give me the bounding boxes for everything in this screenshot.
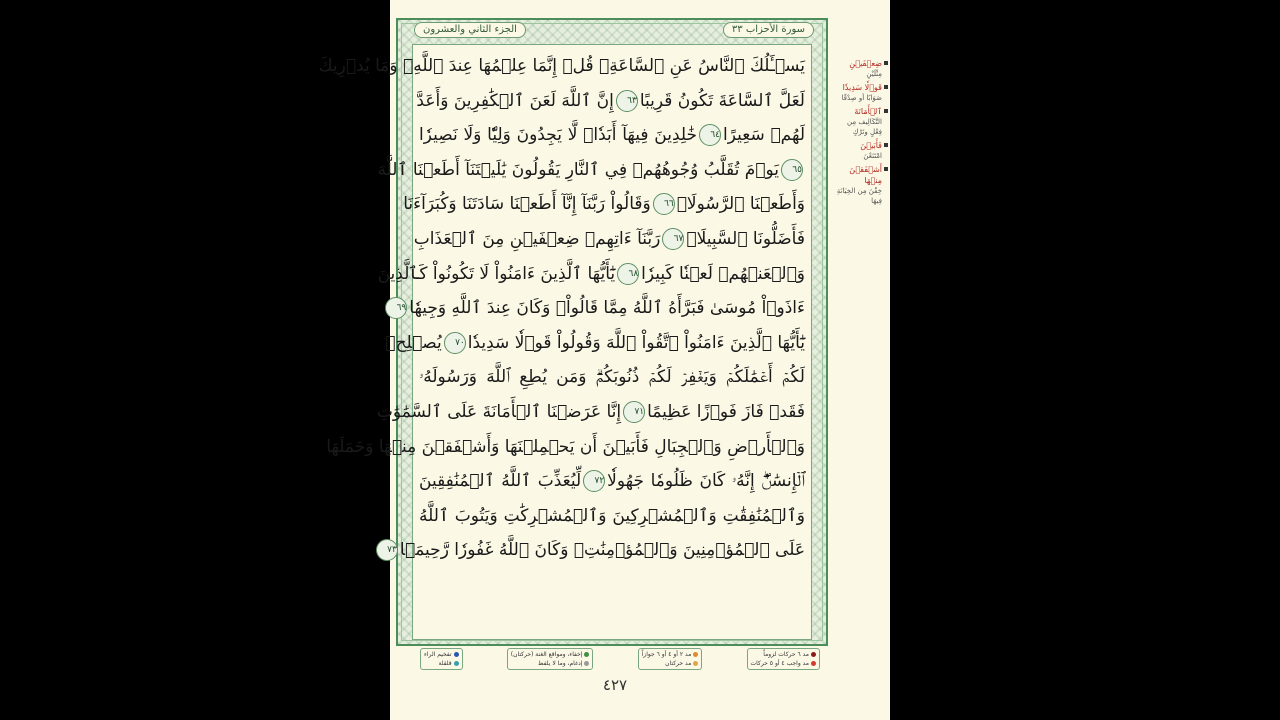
glossary-term: ضِعۡفَيۡنِ xyxy=(836,58,888,69)
legend-item: إخفاء، ومواقع الغنة (حركتان) xyxy=(511,650,590,659)
color-dot-icon xyxy=(693,661,698,666)
legend-group xyxy=(638,648,703,670)
text-line: وَٱلۡأَرۡضِ وَٱلۡجِبَالِ فَأَبَيۡنَ أَن يَحۡمِلۡنَهَا وَأَشۡفَقۡنَ مِنۡهَا وَحَمَلَهَا xyxy=(326,436,805,457)
glossary-term: فَأَبَيۡنَ xyxy=(836,140,888,151)
ayah-marker: ٦٧ xyxy=(662,228,684,250)
page-number: ٤٢٧ xyxy=(602,676,628,694)
surah-name-label: سورة الأحزاب ٣٣ xyxy=(723,22,814,38)
text-line: يَسۡـَٔلُكَ ٱلنَّاسُ عَنِ ٱلسَّاعَةِۖ قُلۡ إِنَّمَا عِلۡمُهَا عِندَ ٱللَّهِۚ وَمَا يُدۡرِيكَ xyxy=(318,56,805,76)
ayah-marker: ٦٨ xyxy=(617,263,639,285)
legend-item: مد واجب ٤ أو ٥ حركات xyxy=(751,659,816,668)
text-line: ٱلۡإِنسَٰنُۖ إِنَّهُۥ كَانَ ظَلُومٗا جَهُولٗا٧٢لِّيُعَذِّبَ ٱللَّهُ ٱلۡمُنَٰفِقِينَ xyxy=(419,471,805,492)
text-line: لَكُمۡ أَعۡمَٰلَكُمۡ وَيَغۡفِرۡ لَكُمۡ ذُنُوبَكُمۡۗ وَمَن يُطِعِ ٱللَّهَ وَرَسُولَهُۥ xyxy=(419,367,805,388)
tajweed-legend xyxy=(420,648,820,670)
glossary-definition: التَّكَالِيف مِن فِعْلٍ وتَرْكٍ xyxy=(847,118,882,136)
color-dot-icon xyxy=(811,652,816,657)
ayah-marker: ٧١ xyxy=(623,401,645,423)
bullet-icon xyxy=(884,167,888,171)
glossary-term: ٱلۡأَمَانَةَ xyxy=(836,106,888,117)
text-line: ٦٥يَوۡمَ تُقَلَّبُ وُجُوهُهُمۡ فِي ٱلنَّارِ يَقُولُونَ يَٰلَيۡتَنَآ أَطَعۡنَا ٱللَّهَ xyxy=(377,159,802,180)
text-line: وَأَطَعۡنَا ٱلرَّسُولَا۠٦٦وَقَالُواْ رَبَّنَآ إِنَّآ أَطَعۡنَا سَادَتَنَا وَكُبَرَآءَنَا xyxy=(403,194,805,215)
text-line: لَعَلَّ ٱلسَّاعَةَ تَكُونُ قَرِيبًا٦٣إِنَّ ٱللَّهَ لَعَنَ ٱلۡكَٰفِرِينَ وَأَعَدَّ xyxy=(416,90,805,111)
legend-item: قلقلة xyxy=(424,659,459,668)
legend-item: إدغام، وما لا يلفظ xyxy=(511,659,590,668)
ayah-marker: ٧٢ xyxy=(583,470,605,492)
quran-text xyxy=(318,44,812,640)
color-dot-icon xyxy=(454,661,459,666)
glossary-definition: مِثْلَيْنِ xyxy=(866,70,882,78)
bullet-icon xyxy=(884,85,888,89)
legend-item: مد ٢ أو ٤ أو ٦ جوازاً xyxy=(642,650,699,659)
legend-group xyxy=(507,648,594,670)
color-dot-icon xyxy=(454,652,459,657)
bullet-icon xyxy=(884,143,888,147)
text-line: وَٱلۡمُنَٰفِقَٰتِ وَٱلۡمُشۡرِكِينَ وَٱلۡمُشۡرِكَٰتِ وَيَتُوبَ ٱللَّهُ xyxy=(419,505,805,526)
legend-item: مد حركتان xyxy=(642,659,699,668)
ayah-marker: ٦٣ xyxy=(616,90,638,112)
text-line: وَٱلۡعَنۡهُمۡ لَعۡنٗا كَبِيرٗا٦٨يَٰٓأَيُّهَا ٱلَّذِينَ ءَامَنُواْ لَا تَكُونُواْ كَٱلَّذِينَ xyxy=(377,263,805,284)
glossary-definition: خِفْنَ مِن الخِيَانَةِ فِيهَا xyxy=(836,187,882,205)
bullet-icon xyxy=(884,61,888,65)
glossary-term: قَوۡلٗا سَدِيدٗا xyxy=(836,82,888,93)
bullet-icon xyxy=(884,109,888,113)
text-line: ءَاذَوۡاْ مُوسَىٰ فَبَرَّأَهُ ٱللَّهُ مِمَّا قَالُواْۚ وَكَانَ عِندَ ٱللَّهِ وَجِيهٗا٦٩ xyxy=(419,291,805,326)
ayah-marker: ٧٠ xyxy=(444,332,466,354)
ayah-marker: ٧٣ xyxy=(376,539,398,561)
glossary-term: أَشۡفَقۡنَ مِنۡهَا xyxy=(836,164,888,186)
glossary-definition: امْتَنَعْنَ xyxy=(863,152,882,160)
text-line: لَهُمۡ سَعِيرًا٦٤خَٰلِدِينَ فِيهَآ أَبَدٗاۖ لَّا يَجِدُونَ وَلِيّٗا وَلَا نَصِيرٗا xyxy=(419,125,805,146)
mushaf-page xyxy=(318,0,890,720)
text-line: فَأَضَلُّونَا ٱلسَّبِيلَا۠٦٧رَبَّنَآ ءَاتِهِمۡ ضِعۡفَيۡنِ مِنَ ٱلۡعَذَابِ xyxy=(413,228,805,249)
legend-group xyxy=(420,648,463,670)
ornamental-frame xyxy=(318,18,828,646)
glossary-definition: صَوَابًا أو صِدْقًا xyxy=(841,94,882,102)
legend-item: مد ٦ حركات لزوماً xyxy=(751,650,816,659)
color-dot-icon xyxy=(811,661,816,666)
juz-label: الجزء الثاني والعشرون xyxy=(414,22,526,38)
text-line: يَٰٓأَيُّهَا ٱلَّذِينَ ءَامَنُواْ ٱتَّقُواْ ٱللَّهَ وَقُولُواْ قَوۡلٗا سَدِيدٗا٧٠يُصۡلِحۡ xyxy=(385,332,805,353)
ayah-marker: ٦٦ xyxy=(653,193,675,215)
ayah-marker: ٦٩ xyxy=(385,297,407,319)
page-header xyxy=(414,22,814,38)
margin-glossary xyxy=(836,58,888,209)
text-line: فَقَدۡ فَازَ فَوۡزًا عَظِيمًا٧١إِنَّا عَرَضۡنَا ٱلۡأَمَانَةَ عَلَى ٱلسَّمَٰوَٰتِ xyxy=(376,401,805,422)
color-dot-icon xyxy=(584,652,589,657)
legend-group xyxy=(747,648,820,670)
ayah-marker: ٦٤ xyxy=(699,124,721,146)
color-dot-icon xyxy=(584,661,589,666)
legend-item: تفخيم الراء xyxy=(424,650,459,659)
text-line: عَلَى ٱلۡمُؤۡمِنِينَ وَٱلۡمُؤۡمِنَٰتِۗ وَكَانَ ٱللَّهُ غَفُورٗا رَّحِيمَۢا٧٣ xyxy=(419,533,805,568)
ayah-marker: ٦٥ xyxy=(781,159,803,181)
color-dot-icon xyxy=(693,652,698,657)
